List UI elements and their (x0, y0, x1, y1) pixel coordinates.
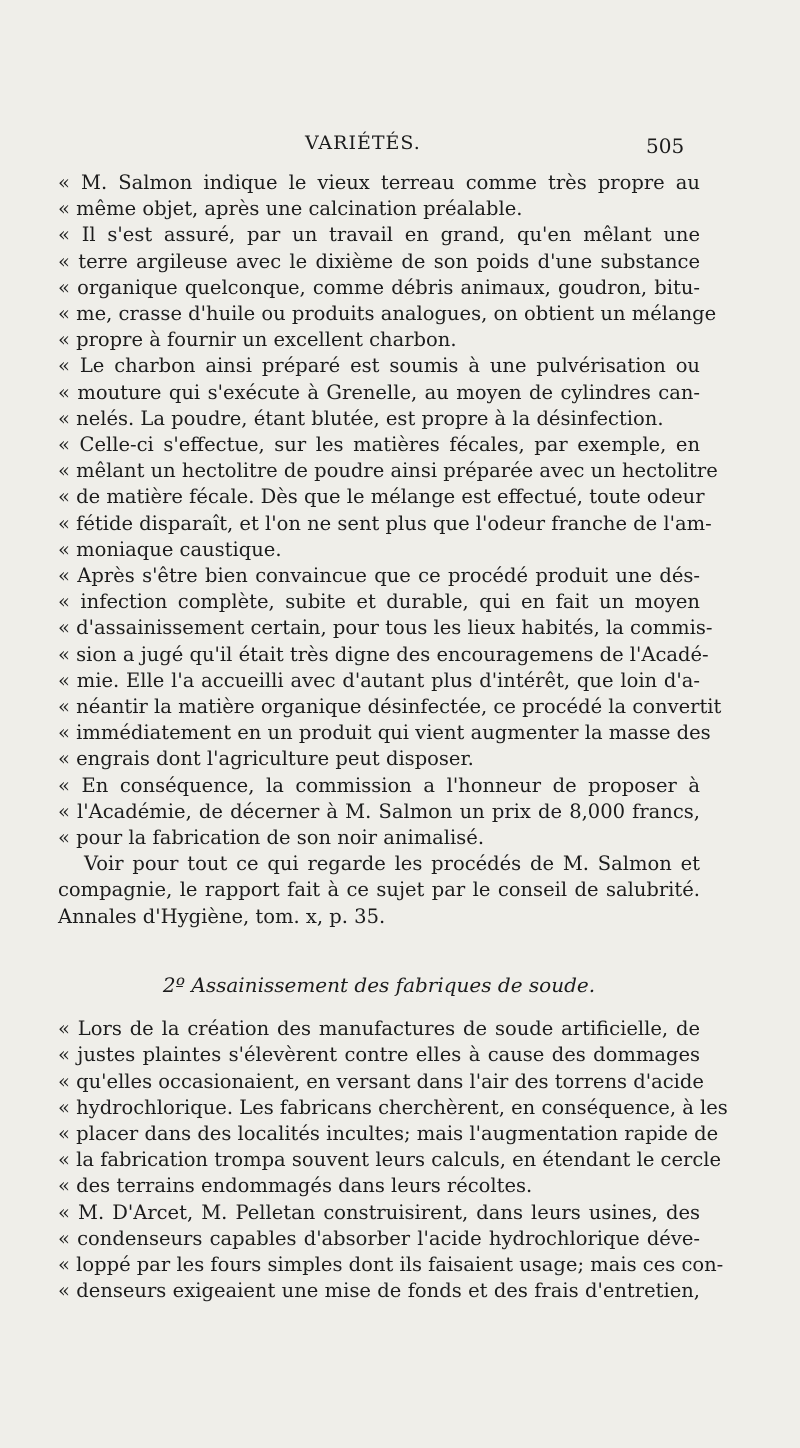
text-line: « moniaque caustique. (58, 537, 282, 561)
text-line: « même objet, après une calcination préalable. (58, 197, 523, 221)
text-line: « propre à fournir un excellent charbon. (58, 328, 457, 352)
text-line: « mouture qui s'exécute à Grenelle, au moyen de cylindres can- (58, 380, 700, 404)
text-line: « Il s'est assuré, par un travail en grand, qu'en mêlant une (58, 223, 700, 247)
text-line: « mie. Elle l'a accueilli avec d'autant plus d'intérêt, que loin d'a- (58, 668, 700, 692)
text-line: « hydrochlorique. Les fabricans cherchèrent, en conséquence, à les (58, 1095, 728, 1119)
text-line: Voir pour tout ce qui regarde les procédés de M. Salmon et (84, 852, 700, 876)
text-line: « néantir la matière organique désinfectée, ce procédé la convertit (58, 695, 722, 719)
text-line: « Lors de la création des manufactures de soude artificielle, de (58, 1017, 700, 1041)
text-line: « Après s'être bien convaincue que ce procédé produit une dés- (58, 564, 700, 588)
text-block-soude (58, 1016, 728, 1304)
text-line: compagnie, le rapport fait à ce sujet par le conseil de salubrité. (58, 878, 700, 902)
text-line: « M. Salmon indique le vieux terreau comme très propre au (58, 171, 700, 194)
text-line: « placer dans des localités incultes; mais l'augmentation rapide de (58, 1121, 719, 1145)
text-line: « immédiatement en un produit qui vient augmenter la masse des (58, 721, 711, 745)
text-line: « fétide disparaît, et l'on ne sent plus que l'odeur franche de l'am- (58, 511, 712, 535)
text-line: « Le charbon ainsi préparé est soumis à une pulvérisation ou (58, 354, 700, 378)
text-line: « denseurs exigeaient une mise de fonds et des frais d'entretien, (58, 1279, 700, 1303)
text-line: « Celle-ci s'effectue, sur les matières fécales, par exemple, en (58, 433, 700, 457)
section-title (58, 972, 700, 998)
text-line: « organique quelconque, comme débris animaux, goudron, bitu- (58, 275, 700, 299)
text-line: « d'assainissement certain, pour tous les lieux habités, la commis- (58, 616, 713, 640)
text-line: « loppé par les fours simples dont ils faisaient usage; mais ces con- (58, 1252, 724, 1276)
page-number: 505 (646, 134, 685, 158)
text-line: Annales d'Hygiène, tom. x, p. 35. (58, 904, 386, 928)
section-title-text: 2º Assainissement des fabriques de soude. (162, 972, 596, 997)
text-line: « nelés. La poudre, étant blutée, est propre à la désinfection. (58, 406, 664, 430)
text-line: « sion a jugé qu'il était très digne des encouragemens de l'Acadé- (58, 642, 709, 666)
text-block-salmon (58, 170, 722, 930)
text-line: « infection complète, subite et durable, qui en fait un moyen (58, 590, 700, 614)
text-line: « de matière fécale. Dès que le mélange est effectué, toute odeur (58, 485, 705, 509)
text-line: « terre argileuse avec le dixième de son poids d'une substance (58, 249, 700, 273)
text-line: « des terrains endommagés dans leurs récoltes. (58, 1174, 533, 1198)
body-text (58, 170, 728, 1304)
text-line: « mêlant un hectolitre de poudre ainsi préparée avec un hectolitre (58, 459, 718, 483)
text-line: « qu'elles occasionaient, en versant dans l'air des torrens d'acide (58, 1069, 704, 1093)
text-line: « pour la fabrication de son noir animalisé. (58, 826, 485, 850)
text-line: « me, crasse d'huile ou produits analogues, on obtient un mélange (58, 302, 717, 326)
text-line: « M. D'Arcet, M. Pelletan construisirent, dans leurs usines, des (58, 1200, 700, 1224)
page-header (0, 132, 800, 162)
text-line: « la fabrication trompa souvent leurs calculs, en étendant le cercle (58, 1148, 722, 1172)
text-line: « En conséquence, la commission a l'honneur de proposer à (58, 773, 700, 797)
running-head: VARIÉTÉS. (305, 132, 421, 154)
text-line: « l'Académie, de décerner à M. Salmon un prix de 8,000 francs, (58, 799, 700, 823)
text-line: « condenseurs capables d'absorber l'acide hydrochlorique déve- (58, 1226, 700, 1250)
text-line: « justes plaintes s'élevèrent contre elles à cause des dommages (58, 1043, 700, 1067)
text-line: « engrais dont l'agriculture peut disposer. (58, 747, 474, 771)
